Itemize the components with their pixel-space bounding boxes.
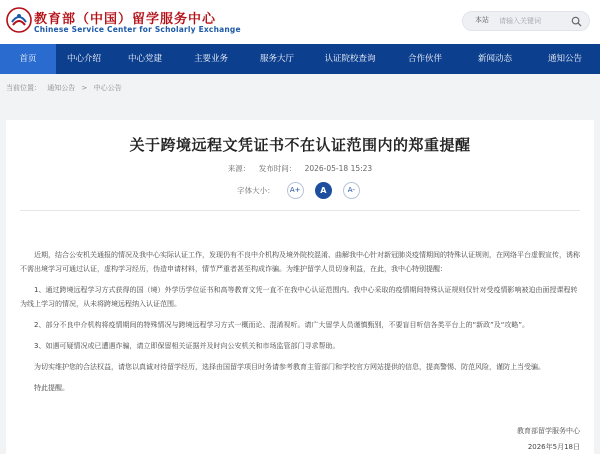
nav-item-party[interactable]: 中心党建 [127,54,162,64]
paragraph-point-1: 1、通过跨境远程学习方式获得的国（境）外学历学位证书和高等教育文凭一直不在我中心认证范围内。我中心采取的疫情期间特殊认证规则仅针对受疫情影响被迫由面授课程转为线上学习的情况，从未将跨境远程纳入认证范围。 [20,286,578,308]
title-divider [20,210,580,211]
nav-item-about[interactable]: 中心介绍 [66,54,101,64]
paragraph-point-2: 2、部分不良中介机构将疫情期间的特殊情况与跨境远程学习方式一概而论、混淆视听。请广大留学人员谨慎甄别，不要盲目听信各类平台上的“新政”及“攻略”。 [34,321,529,329]
font-smaller-button[interactable]: A- [343,182,360,199]
nav-item-business[interactable]: 主要业务 [193,54,228,64]
publish-time: 2026-05-18 15:23 [304,164,373,173]
signature-date: 2026年5月18日 [527,443,580,451]
publish-label: 发布时间： [258,164,297,173]
paragraph-closing: 特此提醒。 [34,384,69,392]
article-panel [6,120,594,454]
logo-icon[interactable] [6,7,32,33]
breadcrumb [0,74,600,102]
article-meta [6,163,594,174]
logo-title-en[interactable]: Chinese Service Center for Scholarly Exchange [34,25,241,34]
search-scope-label[interactable]: 本站 [475,16,489,24]
source-label: 来源： [227,164,251,173]
site-header [0,0,600,44]
font-default-button[interactable]: A [315,182,332,199]
search-input[interactable] [499,14,571,28]
paragraph-advice: 为切实维护您的合法权益，请您以真诚对待留学经历，选择由国留学项目时务请参考教育主管部门和学校官方网站提供的信息，提高警惕、防范风险，谨防上当受骗。 [34,363,545,371]
search-icon[interactable] [571,16,582,27]
search-box [462,11,590,31]
font-size-label: 字体大小： [237,186,275,195]
paragraph-intro: 近期，结合公安机关通报的情况及我中心实际认证工作，发现仍有不良中介机构及境外院校混淆、曲解我中心针对新冠肺炎疫情期间的特殊认证规则，在网络平台虚假宣传，诱称不需出境学习可通过认证，虚构学习经历，伪造申请材料，情节严重者甚至构成诈骗。为维护留学人员切身利益，在此，我中心特别提醒： [20,251,580,273]
nav-item-school-query[interactable]: 认证院校查询 [324,54,376,64]
page-title: 关于跨境远程文凭证书不在认证范围内的郑重提醒 [129,136,471,154]
nav-item-notices[interactable]: 通知公告 [547,54,582,64]
font-size-controls [6,180,594,200]
breadcrumb-separator: > [81,84,88,92]
main-nav [0,44,600,74]
nav-item-home[interactable]: 首页 [0,44,56,74]
signature-org: 教育部留学服务中心 [517,427,580,435]
nav-item-partners[interactable]: 合作伙伴 [407,54,442,64]
breadcrumb-prefix: 当前位置： [6,84,41,92]
nav-item-service-hall[interactable]: 服务大厅 [259,54,294,64]
article-body [20,248,580,402]
logo-title-cn[interactable]: 教育部（中国）留学服务中心 [34,12,217,27]
paragraph-point-3: 3、如遇可疑情况或已遭遇诈骗，请立即保留相关证据并及时向公安机关和市场监管部门寻求帮助。 [34,342,340,350]
breadcrumb-link-center[interactable]: 中心公告 [93,84,122,92]
font-larger-button[interactable]: A+ [287,182,304,199]
nav-item-news[interactable]: 新闻动态 [477,54,512,64]
breadcrumb-link-notices[interactable]: 通知公告 [47,84,76,92]
